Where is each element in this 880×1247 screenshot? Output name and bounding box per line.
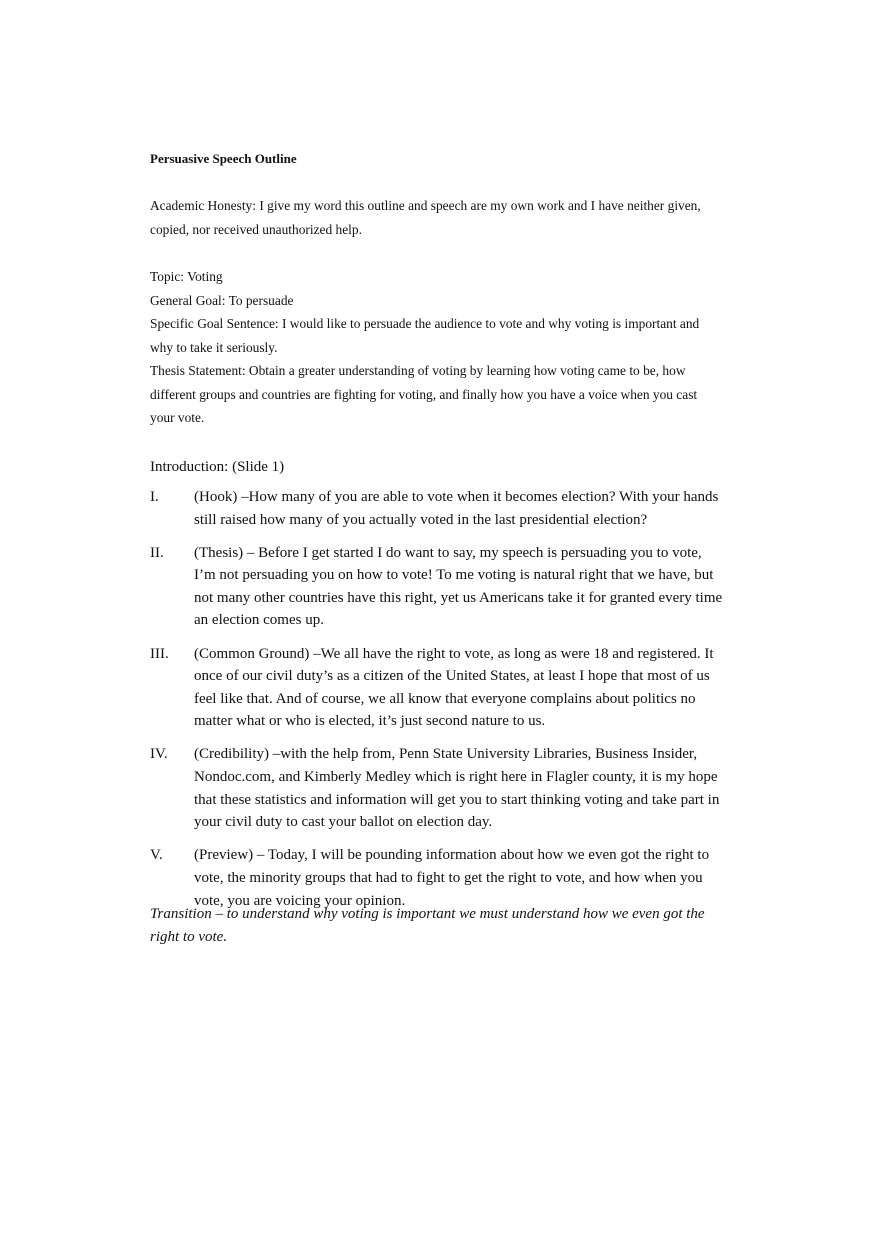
outline-item-number: II. (150, 544, 164, 561)
outline-item (150, 542, 725, 632)
document-title: Persuasive Speech Outline (150, 151, 297, 166)
general-goal-line: General Goal: To persuade (150, 292, 294, 308)
outline-item (150, 743, 725, 833)
specific-goal-line: Specific Goal Sentence: I would like to persuade the audience to vote and why voting is important and why to take it seriously. (150, 316, 700, 355)
outline-item-text: (Preview) – Today, I will be pounding information about how we even got the right to vote, the minority groups that had to fight to get the right to vote, and how when you vote, you are voicing your opinion. (194, 847, 710, 909)
outline-item-number: IV. (150, 746, 168, 763)
thesis-statement-line: Thesis Statement: Obtain a greater understanding of voting by learning how voting came to be, how different groups and countries are fighting for voting, and finally how you have a voice when you cast your vote. (150, 363, 698, 425)
introduction-heading: Introduction: (Slide 1) (150, 459, 285, 475)
topic-line: Topic: Voting (150, 269, 223, 284)
outline-item (150, 643, 725, 733)
outline-item-text: (Thesis) – Before I get started I do want to say, my speech is persuading you to vote, I’m not persuading you on how to vote! To me voting is natural right that we have, but not many other countries have this right, yet us Americans take it for granted every time an election comes up. (194, 544, 723, 629)
outline-item (150, 844, 725, 912)
introduction-outline (150, 486, 725, 923)
outline-item-number: III. (150, 645, 169, 662)
outline-item-text: (Common Ground) –We all have the right to vote, as long as were 18 and registered. It once of our civil duty’s as a citizen of the United States, at least I hope that most of us feel like that. And of course, we all know that everyone complains about politics no matter what or who is elected, it’s just second nature to us. (194, 645, 714, 730)
speech-metadata (150, 265, 725, 430)
outline-item-number: I. (150, 489, 159, 505)
outline-item-text: (Hook) –How many of you are able to vote when it becomes election? With your hands still raised how many of you actually voted in the last presidential election? (194, 489, 719, 528)
transition-sentence: Transition – to understand why voting is important we must understand how we even got the right to vote. (150, 906, 705, 945)
outline-item-number: V. (150, 847, 163, 864)
outline-item (150, 486, 725, 531)
outline-item-text: (Credibility) –with the help from, Penn State University Libraries, Business Insider, Nondoc.com, and Kimberly Medley which is right here in Flagler county, it is my hope that these statistics and information will get you to start thinking voting and take part in your civil duty to cast your ballot on election day. (194, 746, 720, 831)
academic-honesty-statement: Academic Honesty: I give my word this outline and speech are my own work and I have neither given, copied, nor received unauthorized help. (150, 198, 701, 237)
